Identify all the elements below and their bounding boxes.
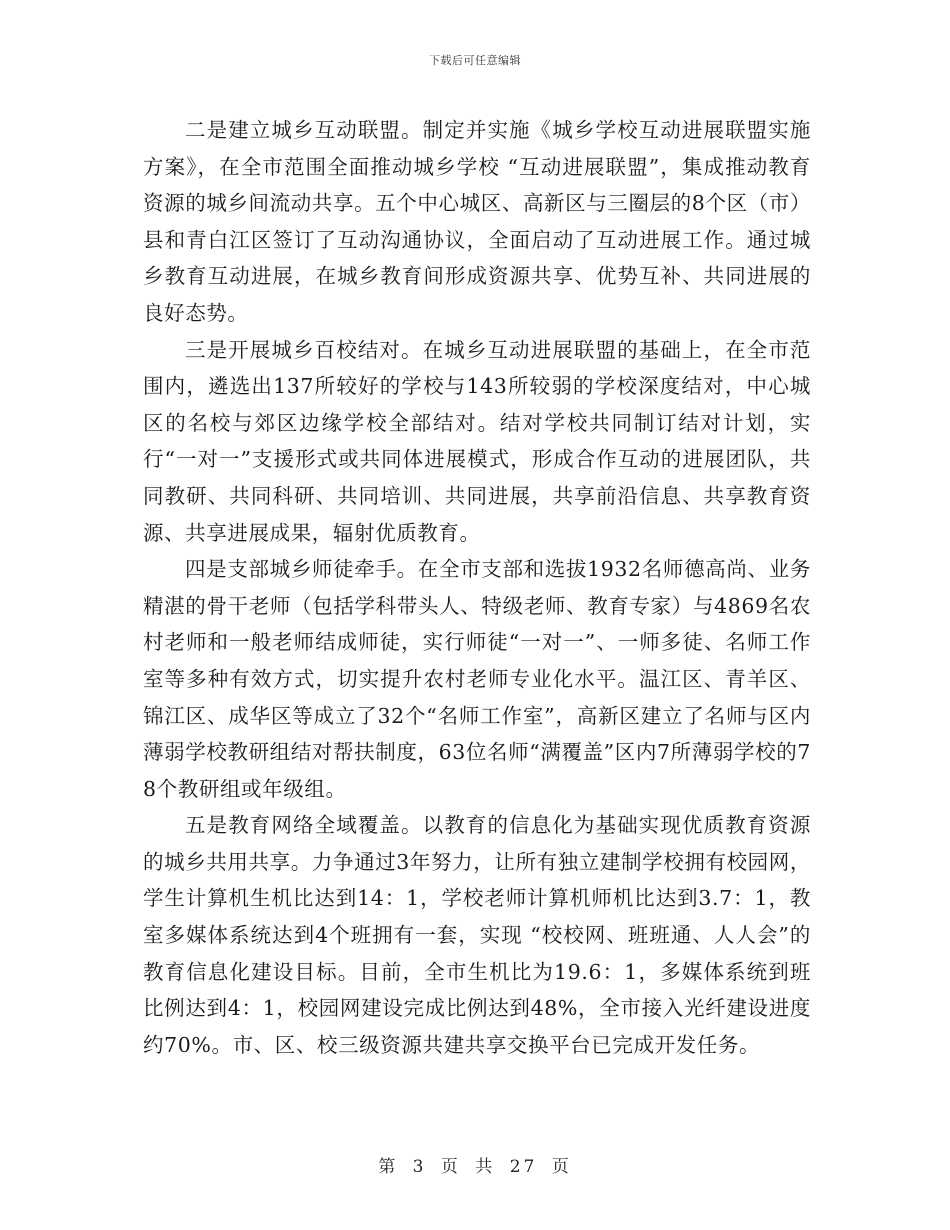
paragraph-4: 四是支部城乡师徒牵手。在全市支部和选拔1932名师德高尚、业务精湛的骨干老师（包括学科带头人、特级老师、教育专家）与4869名农村老师和一般老师结成师徒，实行师徒“一对一”、一师多徒、名师工作室等多种有效方式，切实提升农村老师专业化水平。温江区、青羊区、锦江区、成华区等成立了32个“名师工作室”，高新区建立了名师与区内薄弱学校教研组结对帮扶制度，63位名师“满覆盖”区内7所薄弱学校的78个教研组或年级组。: [143, 557, 812, 801]
document-body: [143, 112, 811, 1063]
paragraph-2: 二是建立城乡互动联盟。制定并实施《城乡学校互动进展联盟实施方案》，在全市范围全面推动城乡学校 “互动进展联盟”，集成推动教育资源的城乡间流动共享。五个中心城区、高新区与三圈层的8个区（市）县和青白江区签订了互动沟通协议，全面启动了互动进展工作。通过城乡教育互动进展，在城乡教育间形成资源共享、优势互补、共同进展的良好态势。: [143, 118, 811, 325]
page-header: 下载后可任意编辑: [429, 54, 521, 67]
paragraph-3: 三是开展城乡百校结对。在城乡互动进展联盟的基础上，在全市范围内，遴选出137所较好的学校与143所较弱的学校深度结对，中心城区的名校与郊区边缘学校全部结对。结对学校共同制订结对计划，实行“一对一”支援形式或共同体进展模式，形成合作互动的进展团队，共同教研、共同科研、共同培训、共同进展，共享前沿信息、共享教育资源、共享进展成果，辐射优质教育。: [143, 337, 811, 545]
page-footer: 第 3 页 共 27 页: [378, 1157, 572, 1177]
paragraph-5: 五是教育网络全域覆盖。以教育的信息化为基础实现优质教育资源的城乡共用共享。力争通过3年努力，让所有独立建制学校拥有校园网，学生计算机生机比达到14：1，学校老师计算机师机比达到3.7：1，教室多媒体系统达到4个班拥有一套，实现 “校校网、班班通、人人会”的教育信息化建设目标。目前，全市生机比为19.6：1，多媒体系统到班比例达到4：1，校园网建设完成比例达到48%，全市接入光纤建设进度约70%。市、区、校三级资源共建共享交换平台已完成开发任务。: [143, 813, 811, 1057]
